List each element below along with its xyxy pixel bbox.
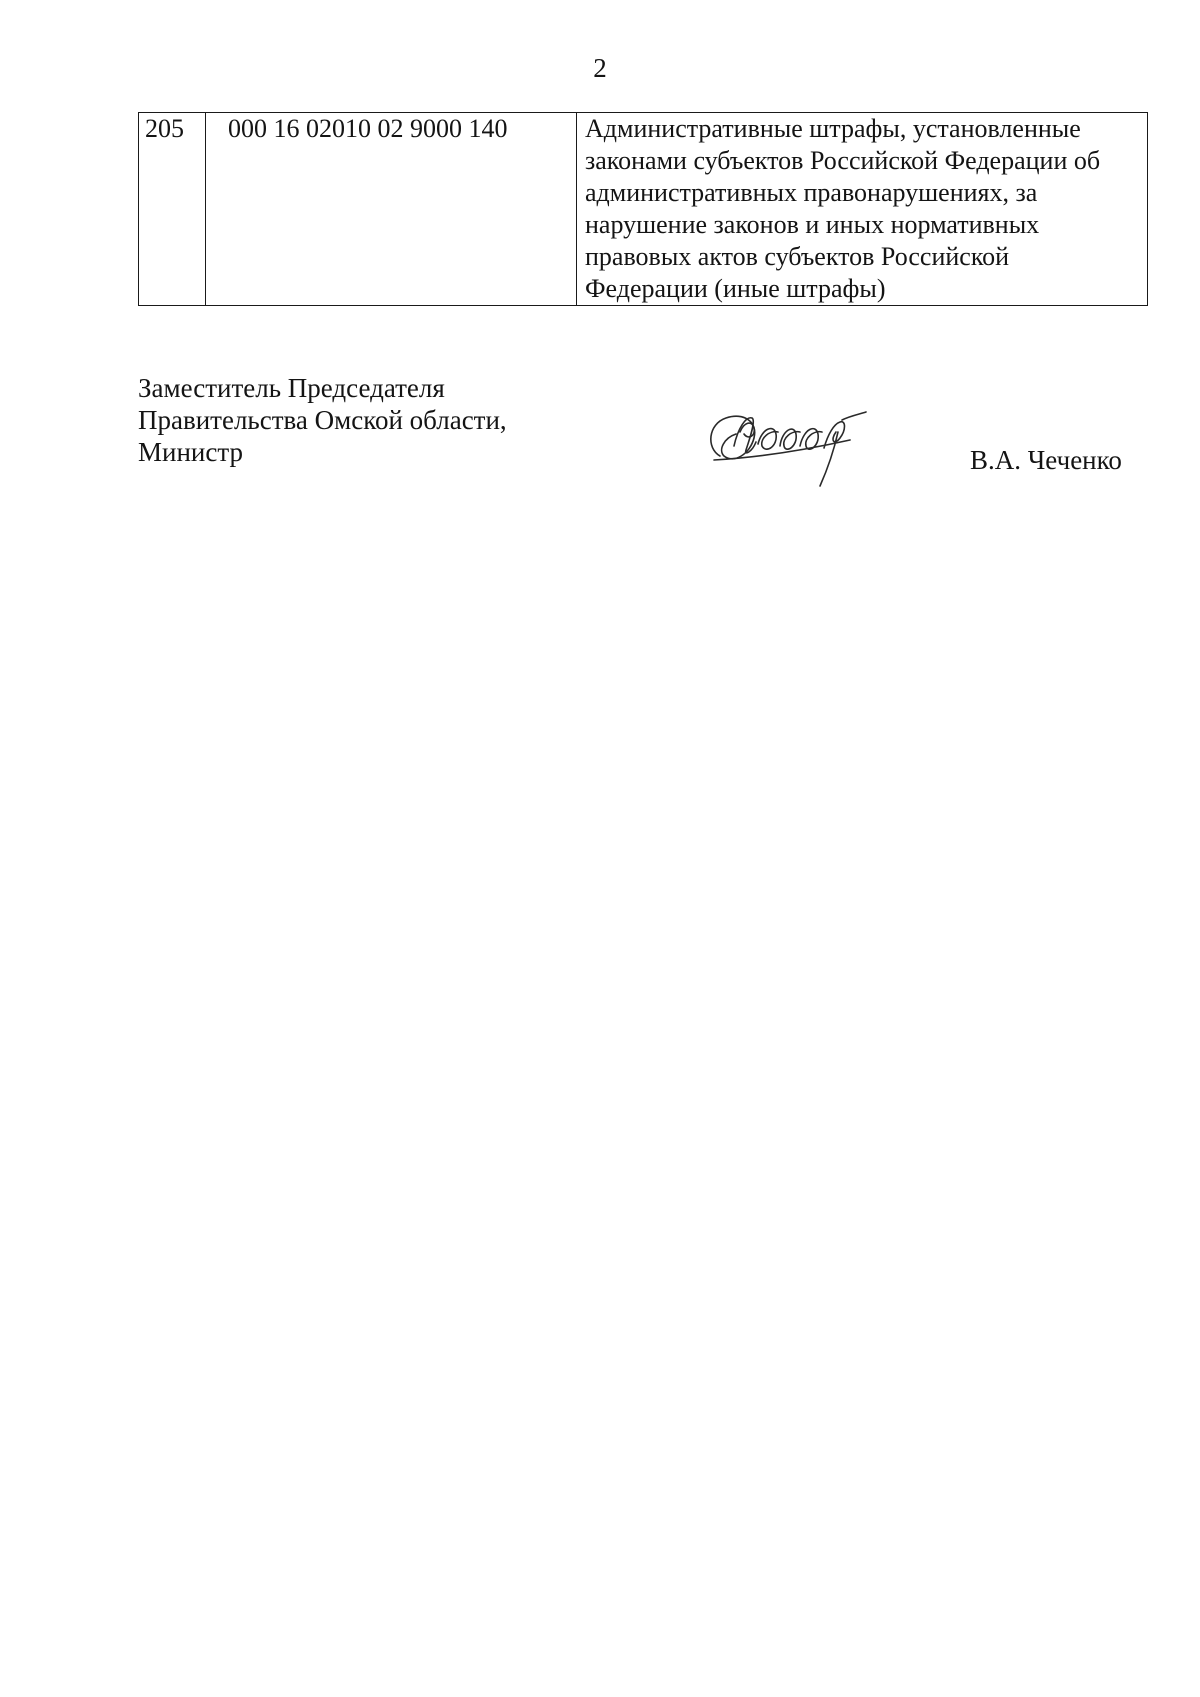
page-number: 2 <box>593 53 607 83</box>
signatory-title-line: Правительства Омской области, <box>138 405 507 435</box>
budget-code-cell: 000 16 02010 02 9000 140 <box>206 113 577 306</box>
budget-codes-table <box>138 112 1148 306</box>
income-name-cell <box>577 113 1148 306</box>
income-name-line: Федерации (иные штрафы) <box>585 274 886 303</box>
signer-name: В.А. Чеченко <box>970 445 1122 475</box>
income-name-line: нарушение законов и иных нормативных <box>585 210 1040 239</box>
signatory-title <box>138 372 507 468</box>
income-name-line: правовых актов субъектов Российской <box>585 242 1010 271</box>
handwritten-signature <box>700 402 870 492</box>
row-number-cell: 205 <box>139 113 206 306</box>
income-name-line: административных правонарушениях, за <box>585 178 1038 207</box>
signatory-title-line: Министр <box>138 437 243 467</box>
income-name-line: Административные штрафы, установленные <box>585 114 1081 143</box>
table-row <box>139 113 1148 306</box>
signatory-title-line: Заместитель Председателя <box>138 373 445 403</box>
income-name-line: законами субъектов Российской Федерации об <box>585 146 1101 175</box>
